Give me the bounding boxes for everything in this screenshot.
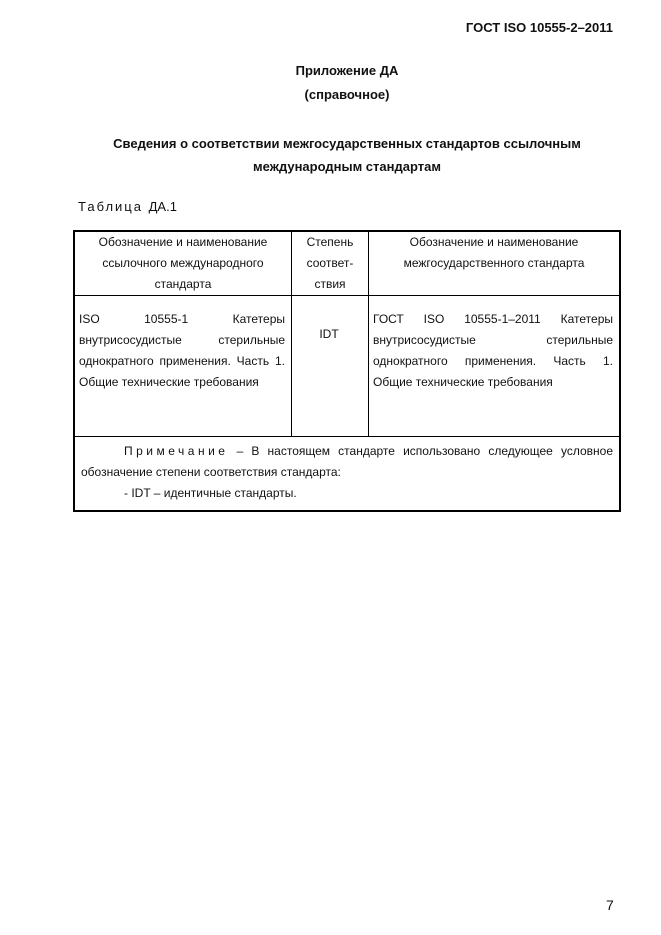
page-number: 7 <box>606 897 614 913</box>
table-note-row <box>74 437 620 512</box>
note-text <box>81 441 613 483</box>
section-heading-line-1: Сведения о соответствии межгосударственных стандартов ссылочным <box>113 136 581 151</box>
table-caption <box>78 199 177 214</box>
header-ref-standard: Обозначение и наименование ссылочного международного стандарта <box>74 231 292 296</box>
header-national-standard: Обозначение и наименование межгосударственного стандарта <box>369 231 621 296</box>
cell-national-standard: ГОСТ ISO 10555-1–2011 Катетеры внутрисосудистые стерильные однократного применения. Часть 1. Общие технические требования <box>369 296 621 437</box>
note-item: - IDT – идентичные стандарты. <box>124 486 297 500</box>
document-code: ГОСТ ISO 10555-2–2011 <box>465 20 613 35</box>
table-row <box>74 296 620 437</box>
cell-degree: IDT <box>292 296 369 437</box>
table-caption-number: ДА.1 <box>148 199 177 214</box>
table-note <box>74 437 620 512</box>
section-heading-line-2: международным стандартам <box>253 159 441 174</box>
table-header-row <box>74 231 620 296</box>
annex-subtitle: (справочное) <box>304 87 390 102</box>
note-label: Примечание <box>124 444 229 458</box>
correspondence-table <box>73 230 621 512</box>
note-body: – В настоящем стандарте использовано следующее условное обозначение степени соответствия стандарта: <box>81 444 613 479</box>
section-heading <box>60 132 634 178</box>
annex-title: Приложение ДА <box>295 63 399 78</box>
header-degree: Степень соответ-ствия <box>292 231 369 296</box>
cell-ref-standard: ISO 10555-1 Катетеры внутрисосудистые стерильные однократного применения. Часть 1. Общие технические требования <box>74 296 292 437</box>
table-caption-label: Таблица <box>78 199 143 214</box>
